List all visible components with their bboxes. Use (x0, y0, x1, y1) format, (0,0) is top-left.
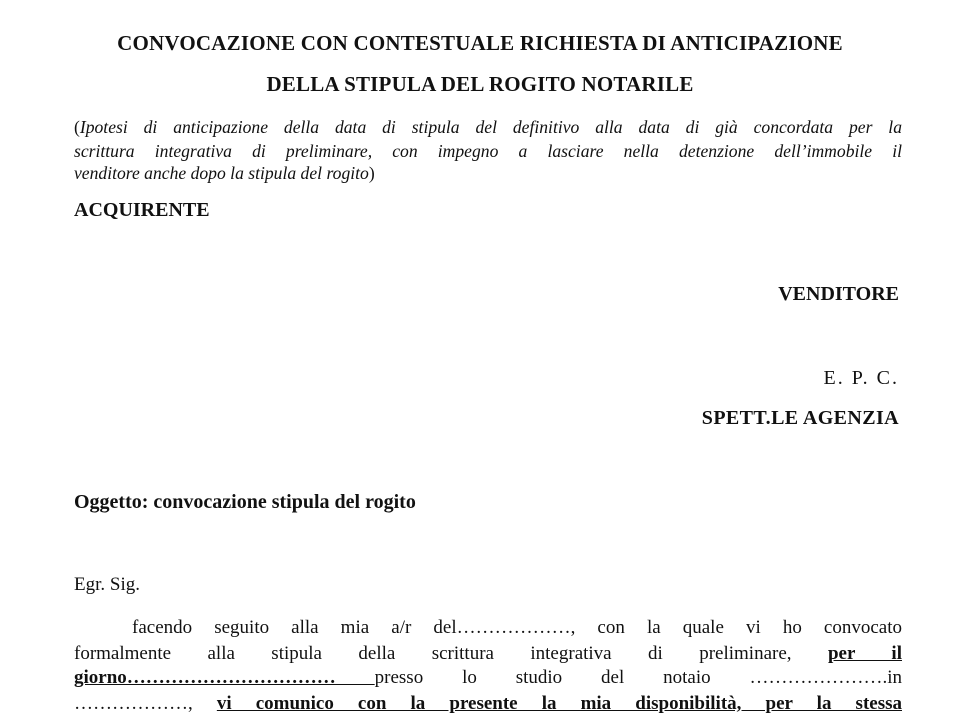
copy-to-label: E. P. C. (823, 367, 899, 389)
body-text-4-underlined: vi comunico con la presente la mia disponibilità, per la stessa (216, 693, 902, 714)
body-text-1: facendo seguito alla mia a/r del………………, con la quale vi ho convocato (132, 617, 902, 638)
body-text-2-underlined: per il (827, 643, 902, 664)
body-line-3 (74, 666, 902, 690)
note-text-3: venditore anche dopo la stipula del rogito (74, 163, 369, 183)
document-title-line-2: DELLA STIPULA DEL ROGITO NOTARILE (266, 72, 694, 96)
body-text-2: formalmente alla stipula della scrittura integrativa di preliminare, (74, 643, 828, 664)
body-line-2 (74, 642, 902, 666)
body-text-3-underlined: giorno…………………………… (74, 667, 375, 688)
note-line-2 (74, 139, 902, 163)
note-close-paren: ) (368, 163, 375, 183)
note-text-2: scrittura integrativa di preliminare, con impegno a lasciare nella detenzione dell’immobile il (74, 141, 902, 161)
body-line-1 (74, 616, 902, 640)
subject-line: Oggetto: convocazione stipula del rogito (74, 491, 416, 513)
body-line-4 (74, 692, 902, 716)
recipient-acquirente: ACQUIRENTE (74, 199, 210, 221)
note-text-1: Ipotesi di anticipazione della data di stipula del definitivo alla data di già concordata per la (79, 117, 902, 137)
body-text-4: ………………, (74, 693, 217, 714)
salutation: Egr. Sig. (74, 574, 140, 595)
recipient-agenzia: SPETT.LE AGENZIA (701, 407, 899, 429)
document-title-line-1: CONVOCAZIONE CON CONTESTUALE RICHIESTA DI ANTICIPAZIONE (117, 31, 843, 55)
body-text-3: presso lo studio del notaio ………………….in (374, 667, 903, 688)
recipient-venditore: VENDITORE (778, 283, 899, 305)
note-line-3 (74, 161, 902, 185)
note-open-paren: ( (74, 117, 80, 137)
note-line-1 (74, 115, 902, 139)
